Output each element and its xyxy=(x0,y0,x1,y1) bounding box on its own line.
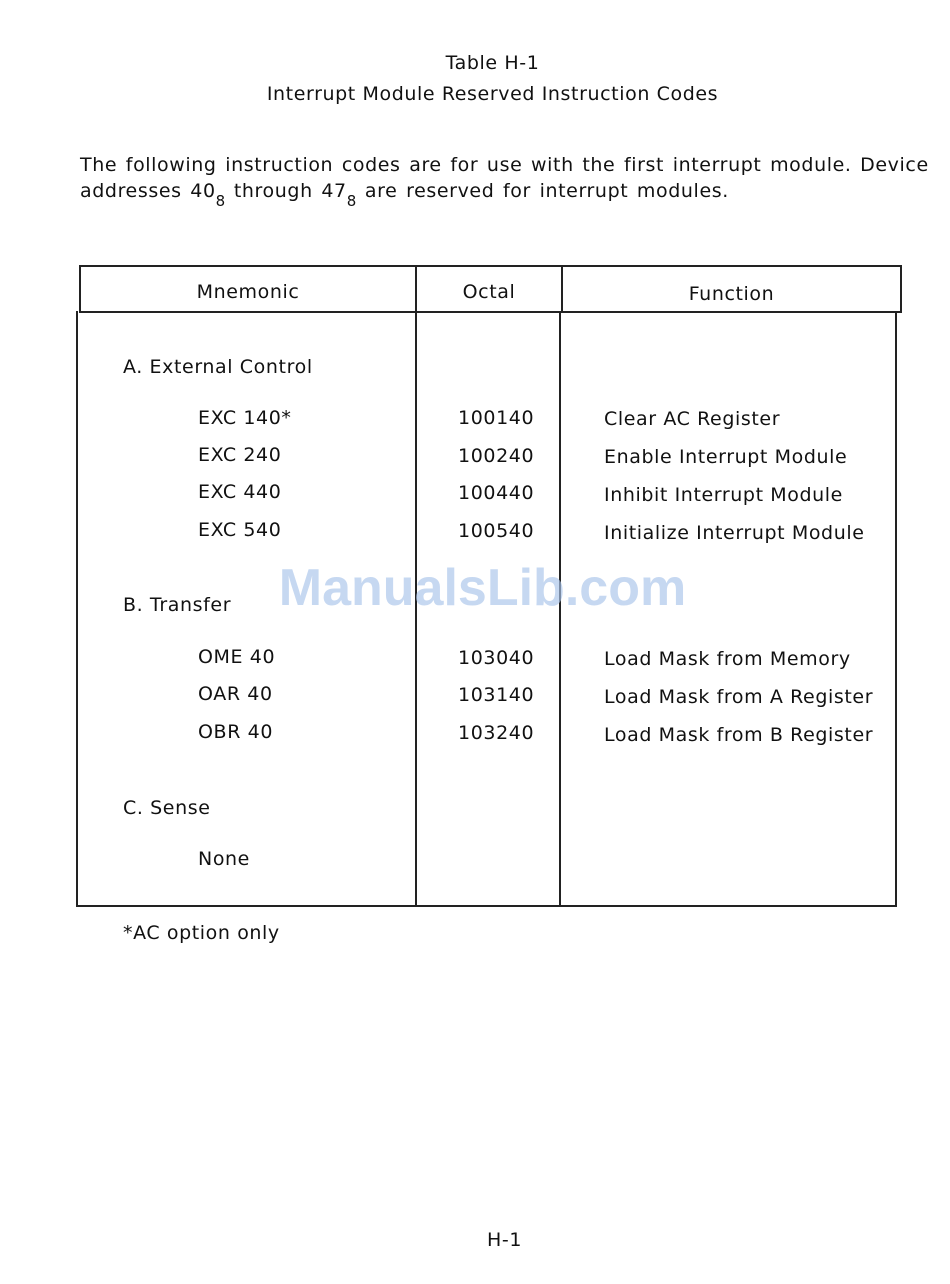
table-header-divider xyxy=(79,311,902,313)
table-row-mnemonic: None xyxy=(198,848,250,870)
table-row-octal: 103040 xyxy=(458,647,535,669)
table-bottom-border xyxy=(76,905,897,907)
table-row-octal: 103140 xyxy=(458,684,535,706)
column-header-mnemonic: Mnemonic xyxy=(196,281,300,303)
intro-line-1: The following instruction codes are for use with the first interrupt module. Device xyxy=(80,154,929,176)
table-row-mnemonic: EXC 140* xyxy=(198,407,292,429)
table-row-mnemonic: OBR 40 xyxy=(198,721,274,743)
watermark: ManualsLib.com xyxy=(278,559,687,617)
address-end-base: 8 xyxy=(346,192,357,210)
address-end: 47 xyxy=(321,180,347,202)
table-row-octal: 100140 xyxy=(458,407,535,429)
column-header-octal: Octal xyxy=(462,281,516,303)
table-row-function: Clear AC Register xyxy=(604,408,781,430)
table-title: Interrupt Module Reserved Instruction Codes xyxy=(266,83,719,105)
intro-line-2: addresses $40_8$ through $47_8$ are reserved for interrupt modules. xyxy=(80,180,729,210)
address-start: 40 xyxy=(190,180,216,202)
table-row-function: Load Mask from B Register xyxy=(604,724,874,746)
table-row-octal: 100240 xyxy=(458,445,535,467)
section-a-label: A. External Control xyxy=(123,356,313,378)
table-row-mnemonic: OAR 40 xyxy=(198,683,273,705)
address-start-base: 8 xyxy=(215,192,226,210)
section-c-label: C. Sense xyxy=(123,797,211,819)
table-row-octal: 100440 xyxy=(458,482,535,504)
table-row-octal: 103240 xyxy=(458,722,535,744)
table-row-octal: 100540 xyxy=(458,520,535,542)
column-header-function: Function xyxy=(688,283,775,305)
section-b-label: B. Transfer xyxy=(123,594,232,616)
page-number: H-1 xyxy=(487,1229,523,1251)
table-row-mnemonic: EXC 240 xyxy=(198,444,282,466)
table-row-function: Enable Interrupt Module xyxy=(604,446,848,468)
table-right-border-top xyxy=(900,265,902,313)
table-row-mnemonic: EXC 440 xyxy=(198,481,282,503)
table-top-border xyxy=(79,265,902,267)
footnote: *AC option only xyxy=(123,922,280,944)
table-row-mnemonic: EXC 540 xyxy=(198,519,282,541)
table-row-mnemonic: OME 40 xyxy=(198,646,276,668)
table-label: Table H-1 xyxy=(445,52,540,74)
table-row-function: Inhibit Interrupt Module xyxy=(604,484,843,506)
table-row-function: Initialize Interrupt Module xyxy=(604,522,865,544)
table-row-function: Load Mask from A Register xyxy=(604,686,874,708)
table-row-function: Load Mask from Memory xyxy=(604,648,851,670)
